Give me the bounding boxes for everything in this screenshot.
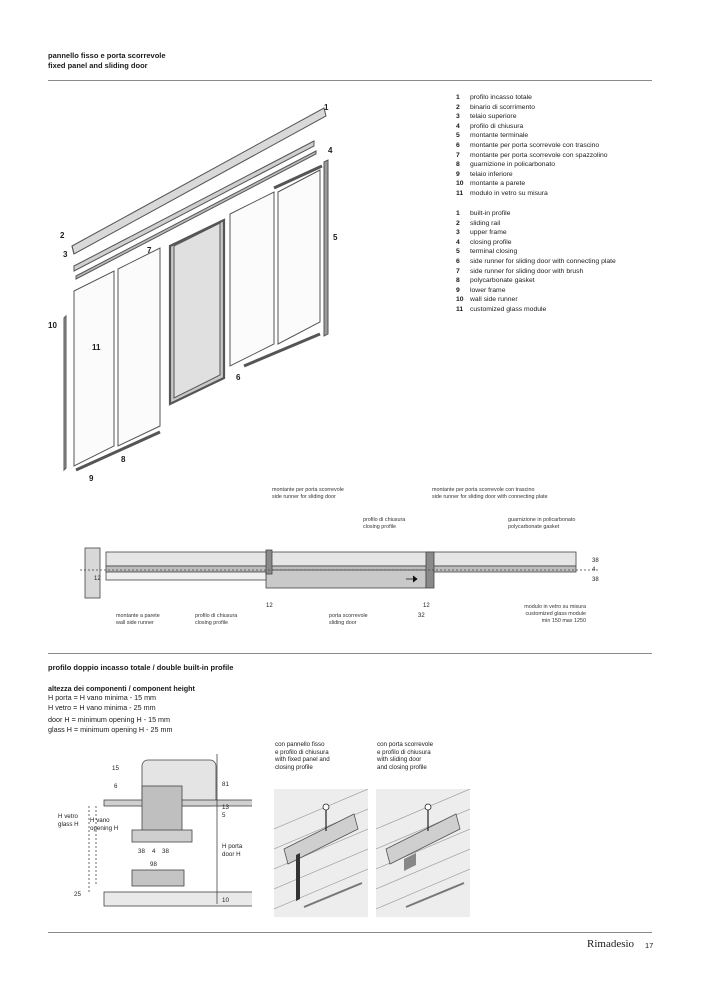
legend-number: 1 (456, 210, 460, 217)
legend-number: 3 (456, 229, 460, 237)
plan-label-closing2-en: closing profile (195, 620, 228, 626)
callout-6: 6 (236, 373, 241, 382)
legend-text: profilo incasso totale (470, 94, 532, 101)
caption-b-line-2: e profilo di chiusura (377, 748, 431, 756)
plan-label-wall (116, 613, 160, 627)
legend-number: 10 (456, 180, 464, 188)
legend-item (456, 103, 656, 113)
legend-item (456, 267, 656, 277)
legend-item (456, 122, 656, 132)
plan-label-gasket (508, 517, 575, 531)
legend-number: 5 (456, 132, 460, 140)
legend-item (456, 151, 656, 161)
plan-label-top-left-it: montante per porta scorrevole (272, 487, 344, 493)
plan-dim-4: 4 (592, 567, 596, 573)
exploded-view-drawing (44, 96, 344, 486)
legend-number: 9 (456, 170, 460, 178)
callout-1: 1 (324, 103, 329, 112)
legend-item (456, 219, 656, 229)
legend-item (456, 257, 656, 267)
legend-text: montante per porta scorrevole con spazzolino (470, 151, 608, 159)
legend-text: customized glass module (470, 305, 547, 313)
plan-label-top-right-en: side runner for sliding door with connecting plate (432, 494, 548, 500)
plan-label-closing-en: closing profile (363, 524, 396, 530)
plan-label-wall-en: wall side runner (116, 620, 154, 626)
plan-label-gasket-en: polycarbonate gasket (508, 524, 560, 530)
caption-a-line-2: e profilo di chiusura (275, 748, 329, 756)
plan-label-closing2 (195, 613, 237, 627)
caption-sliding-door (377, 741, 433, 771)
legend-text: lower frame (470, 286, 506, 294)
legend-text: binario di scorrimento (470, 103, 535, 111)
plan-label-module-en: customized glass module (525, 611, 586, 617)
legend-text: upper frame (470, 229, 507, 237)
detail-dim-10: 10 (222, 897, 229, 904)
callout-7: 7 (147, 246, 152, 255)
legend-number: 2 (456, 219, 460, 227)
callout-5: 5 (333, 233, 338, 242)
plan-label-module (500, 604, 586, 625)
legend-italian (456, 93, 656, 199)
legend-number: 4 (456, 122, 460, 130)
legend-item (456, 131, 656, 141)
legend-item (456, 247, 656, 257)
plan-label-top-left-en: side runner for sliding door (272, 494, 336, 500)
legend-text: wall side runner (470, 296, 518, 304)
caption-a-line-3: with fixed panel and (275, 756, 330, 764)
legend-text: profilo di chiusura (470, 122, 524, 130)
detail-render-sliding-door (376, 789, 470, 917)
legend-item (456, 209, 656, 219)
legend-number: 6 (456, 257, 460, 265)
legend-item (456, 179, 656, 189)
plan-label-module-it: modulo in vetro su misura (524, 604, 586, 610)
legend-item (456, 93, 656, 103)
callout-10: 10 (48, 321, 57, 330)
plan-label-gasket-it: guarnizione in policarbonato (508, 517, 576, 523)
plan-label-top-right-it: montante per porta scorrevole con trascino (432, 487, 535, 493)
detail-hvetro: H vetro (58, 813, 78, 820)
legend-number: 10 (456, 296, 464, 304)
legend-text: polycarbonate gasket (470, 277, 535, 285)
detail-dim-38a: 38 (138, 848, 145, 855)
legend-number: 7 (456, 151, 460, 159)
detail-dim-5: 5 (222, 812, 226, 819)
caption-fixed-panel (275, 741, 330, 771)
detail-glassh: glass H (58, 821, 79, 828)
legend-item (456, 189, 656, 199)
caption-b-line-3: with sliding door (377, 756, 422, 764)
title-it: pannello fisso e porta scorrevole (48, 51, 166, 60)
page-title (48, 51, 166, 71)
plan-label-top-right (432, 487, 548, 501)
formula-line-1: H porta = H vano minima - 15 mm (48, 693, 157, 703)
callout-4: 4 (328, 146, 333, 155)
legend-text: montante per porta scorrevole con trascino (470, 141, 600, 149)
legend-text: terminal closing (470, 248, 518, 256)
detail-dim-15: 15 (112, 765, 119, 772)
detail-dim-81: 81 (222, 781, 229, 788)
plan-dim-38a: 38 (592, 558, 599, 564)
legend-item (456, 228, 656, 238)
bottom-divider (48, 932, 652, 933)
plan-label-closing (363, 517, 405, 531)
legend-text: sliding rail (470, 219, 501, 227)
legend-number: 4 (456, 238, 460, 246)
legend-item (456, 238, 656, 248)
page-number: 17 (645, 941, 654, 950)
detail-dim-6: 6 (114, 783, 118, 790)
detail-dim-38b: 38 (162, 848, 169, 855)
legend-item (456, 170, 656, 180)
legend-text: side runner for sliding door with connecting plate (470, 257, 616, 265)
legend-item (456, 276, 656, 286)
legend-number: 11 (456, 305, 464, 313)
detail-dim-25: 25 (74, 891, 81, 898)
callout-9: 9 (89, 474, 94, 483)
plan-dim-32: 32 (418, 613, 425, 619)
caption-b-line-4: and closing profile (377, 763, 427, 771)
legend-item (456, 141, 656, 151)
legend-number: 1 (456, 94, 460, 101)
legend-english (456, 209, 656, 315)
legend-text: closing profile (470, 238, 512, 246)
formula-line-3: door H = minimum opening H - 15 mm (48, 715, 171, 725)
callout-11: 11 (92, 343, 101, 352)
title-en: fixed panel and sliding door (48, 61, 148, 70)
plan-label-top-left (272, 487, 344, 501)
plan-label-wall-it: montante a parete (116, 613, 160, 619)
detail-hporta: H porta (222, 843, 243, 850)
legend-text: telaio superiore (470, 113, 517, 121)
legend-number: 8 (456, 161, 460, 169)
legend-number: 9 (456, 286, 460, 294)
legend-number: 3 (456, 113, 460, 121)
top-divider (48, 80, 652, 81)
detail-dim-13: 13 (222, 804, 229, 811)
detail-render-fixed-panel (274, 789, 368, 917)
section2-title: profilo doppio incasso totale / double built-in profile (48, 663, 234, 672)
component-height-block (48, 684, 195, 734)
legend-number: 2 (456, 103, 460, 111)
caption-a-line-1: con pannello fisso (275, 741, 325, 748)
legend-item (456, 305, 656, 315)
plan-dim-12c: 12 (423, 603, 430, 609)
detail-doorh: door H (222, 851, 241, 858)
legend-text: guarnizione in policarbonato (470, 161, 556, 169)
legend-item (456, 112, 656, 122)
formula-line-4: glass H = minimum opening H - 25 mm (48, 724, 173, 734)
legend-number: 11 (456, 189, 464, 197)
middle-divider (48, 653, 652, 654)
legend-text: montante a parete (470, 180, 526, 188)
detail-hvano: H vano (90, 817, 110, 824)
legend-text: side runner for sliding door with brush (470, 267, 584, 275)
detail-dim-98: 98 (150, 861, 157, 868)
legend-text: telaio inferiore (470, 170, 513, 178)
caption-a-line-4: closing profile (275, 763, 313, 771)
caption-b-line-1: con porta scorrevole (377, 741, 434, 748)
formula-line-2: H vetro = H vano minima - 25 mm (48, 702, 156, 712)
plan-label-module-size: min 150 max 1250 (541, 618, 586, 624)
plan-label-door-it: porta scorrevole (329, 613, 368, 619)
legend-item (456, 160, 656, 170)
legend-number: 6 (456, 141, 460, 149)
plan-dim-12b: 12 (266, 603, 273, 609)
brand-logo: Rimadesio (587, 938, 635, 950)
plan-label-closing2-it: profilo di chiusura (195, 613, 238, 619)
plan-label-door (329, 613, 368, 627)
legend-text: built-in profile (470, 210, 511, 217)
legend-text: montante terminale (470, 132, 529, 140)
callout-3: 3 (63, 250, 68, 259)
detail-section-drawing (52, 746, 252, 916)
component-height-heading: altezza dei componenti / component height (48, 684, 195, 693)
legend-text: modulo in vetro su misura (470, 189, 548, 197)
legend-item (456, 295, 656, 305)
plan-dim-38b: 38 (592, 577, 599, 583)
detail-dim-4: 4 (152, 848, 156, 855)
detail-openingh: opening H (90, 825, 119, 832)
legend-number: 8 (456, 277, 460, 285)
plan-dim-12a: 12 (94, 576, 101, 582)
plan-label-door-en: sliding door (329, 620, 357, 626)
callout-2: 2 (60, 231, 65, 240)
legend-number: 5 (456, 248, 460, 256)
callout-8: 8 (121, 455, 126, 464)
legend-number: 7 (456, 267, 460, 275)
legend-item (456, 286, 656, 296)
plan-label-closing-it: profilo di chiusura (363, 517, 406, 523)
